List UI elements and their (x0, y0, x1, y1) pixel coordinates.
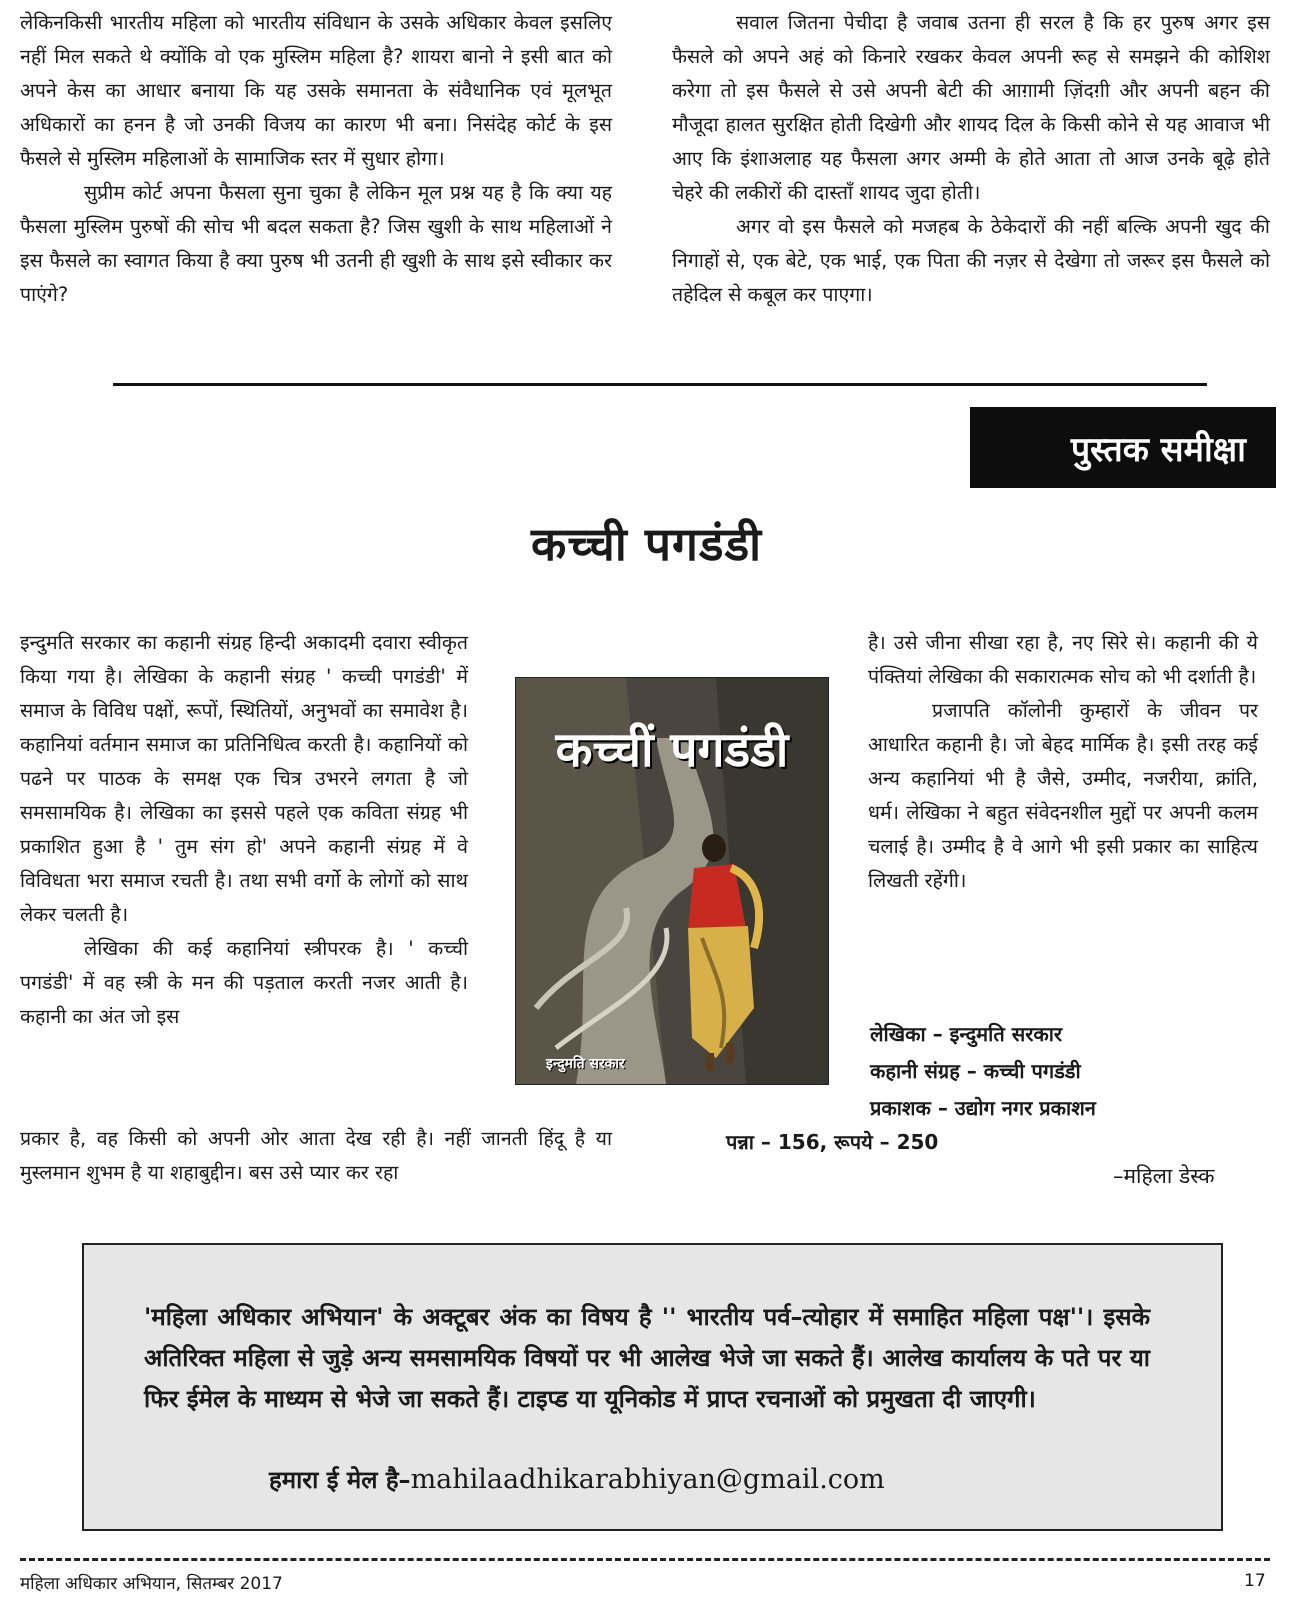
article-paragraph: सवाल जितना पेचीदा है जवाब उतना ही सरल है कि हर पुरुष अगर इस फैसले को अपने अहं को किनारे रखकर केवल अपनी रूह से समझने की कोशिश करेगा तो इस फैसले से उसे अपनी बेटी की आग़ामी ज़िंदग़ी और अपनी बहन की मौजूदा हालत सुरक्षित होती दिखेगी और शायद दिल के किसी कोने से यह आवाज भी आए कि इंशाअलाह यह फैसला अगर अम्मी के होते आता तो आज उनके बूढ़े होते चेहरे की लकीरों की दास्ताँ शायद जुदा होती। (672, 11, 1270, 204)
review-right-column (868, 626, 1258, 898)
book-title: कच्ची पगडंडी (531, 517, 762, 571)
review-paragraph-continuation: प्रकार है, वह किसी को अपनी ओर आता देख रही है। नहीं जानती हिंदू है या मुस्लमान शुभम है या शहाबुद्दीन। बस उसे प्यार कर रहा (20, 1127, 612, 1184)
review-paragraph: इन्दुमति सरकार का कहानी संग्रह हिन्दी अकादमी दवारा स्वीकृत किया गया है। लेखिका के कहानी संग्रह ' कच्ची पगडंडी' में समाज के विविध पक्षों, रूपों, स्थितियों, अनुभवों का समावेश है। कहानियां वर्तमान समाज का प्रतिनिधित्व करती है। कहानियों को पढने पर पाठक के समक्ष एक चित्र उभरने लगता है जो समसामयिक है। लेखिका का इससे पहले एक कविता संग्रह भी प्रकाशित हुआ है ' तुम संग हो' अपने कहानी संग्रह में वे विविधता भरा समाज रचती है। तथा सभी वर्गो के लोगों को साथ लेकर चलती है। (20, 631, 468, 926)
notice-text: 'महिला अधिकार अभियान' के अक्टूबर अंक का विषय है '' भारतीय पर्व–त्योहार में समाहित महिला पक्ष''। इसके अतिरिक्त महिला से जुड़े अन्य समसामयिक विषयों पर भी आलेख भेजे जा सकते हैं। आलेख कार्यालय के पते पर या फिर ईमेल के माध्यम से भेजे जा सकते हैं। टाइप्ड या यूनिकोड में प्राप्त रचनाओं को प्रमुखता दी जाएगी। (144, 1303, 1150, 1413)
section-label: पुस्तक समीक्षा (970, 407, 1276, 488)
credit-publisher: प्रकाशक – उद्योग नगर प्रकाशन (870, 1096, 1096, 1120)
credit-pages-price: पन्ना – 156, रूपये – 250 (726, 1130, 939, 1154)
page-number: 17 (1244, 1571, 1266, 1591)
footer-publication: महिला अधिकार अभियान, सितम्बर 2017 (20, 1574, 283, 1594)
article-paragraph: सुप्रीम कोर्ट अपना फैसला सुना चुका है लेकिन मूल प्रश्न यह है कि क्या यह फैसला मुस्लिम पुरुषों की सोच भी बदल सकता है? जिस खुशी के साथ महिलाओं ने इस फैसले का स्वागत किया है क्या पुरुष भी उतनी ही खुशी के साथ इसे स्वीकार कर पाएंगे? (20, 181, 612, 306)
article-paragraph: अगर वो इस फैसले को मजहब के ठेकेदारों की नहीं बल्कि अपनी खुद की निगाहों से, एक बेटे, एक भाई, एक पिता की नज़र से देखेगा तो जरूर इस फैसले को तहेदिल से कबूल कर पाएगा। (672, 215, 1270, 306)
review-paragraph: प्रजापति कॉलोनी कुम्हारों के जीवन पर आधारित कहानी है। जो बेहद मार्मिक है। इसी तरह कई अन्य कहानियां भी है जैसे, उम्मीद, नजरीया, क्रांति, धर्म। लेखिका ने बहुत संवेदनशील मुद्दों पर अपनी कलम चलाई है। उम्मीद है वे आगे भी इसी प्रकार का साहित्य लिखती रहेंगी। (868, 699, 1258, 892)
section-divider (113, 383, 1207, 386)
book-credits (870, 1016, 1096, 1127)
credit-collection: कहानी संग्रह – कच्ची पगडंडी (870, 1059, 1081, 1083)
article-right-column (672, 6, 1270, 312)
review-paragraph: है। उसे जीना सीखा रहा है, नए सिरे से। कहानी की ये पंक्तियां लेखिका की सकारात्मक सोच को भी दर्शाती है। (868, 631, 1258, 688)
review-paragraph: लेखिका की कई कहानियां स्त्रीपरक है। ' कच्ची पगडंडी' में वह स्त्री के मन की पड़ताल करती नजर आती है। कहानी का अंत जो इस (20, 937, 468, 1028)
cover-title: कच्चीं पगडंडी (555, 722, 789, 778)
article-paragraph: लेकिनकिसी भारतीय महिला को भारतीय संविधान के उसके अधिकार केवल इसलिए नहीं मिल सकते थे क्योंकि वो एक मुस्लिम महिला है? शायरा बानो ने इसी बात को अपने केस का आधार बनाया कि यह उसके समानता के संवैधानिक एवं मूलभूत अधिकारों का हनन है जो उनकी विजय का कारण भी बना। निसंदेह कोर्ट के इस फैसले से मुस्लिम महिलाओं के सामाजिक स्तर में सुधार होगा। (20, 11, 612, 170)
email-address: mahilaadhikarabhiyan@gmail.com (410, 1464, 885, 1495)
notice-box (82, 1243, 1223, 1531)
article-left-column (20, 6, 612, 312)
notice-email-line (269, 1463, 885, 1496)
byline: –महिला डेस्क (1113, 1164, 1215, 1188)
review-left-column (20, 626, 468, 1034)
review-left-continuation (20, 1122, 612, 1190)
email-label: हमारा ई मेल है– (269, 1466, 411, 1494)
cover-author: इन्दुमति सरकार (546, 1056, 625, 1072)
footer-divider (20, 1558, 1270, 1561)
credit-author: लेखिका – इन्दुमति सरकार (870, 1022, 1063, 1046)
book-cover-image (515, 677, 829, 1085)
